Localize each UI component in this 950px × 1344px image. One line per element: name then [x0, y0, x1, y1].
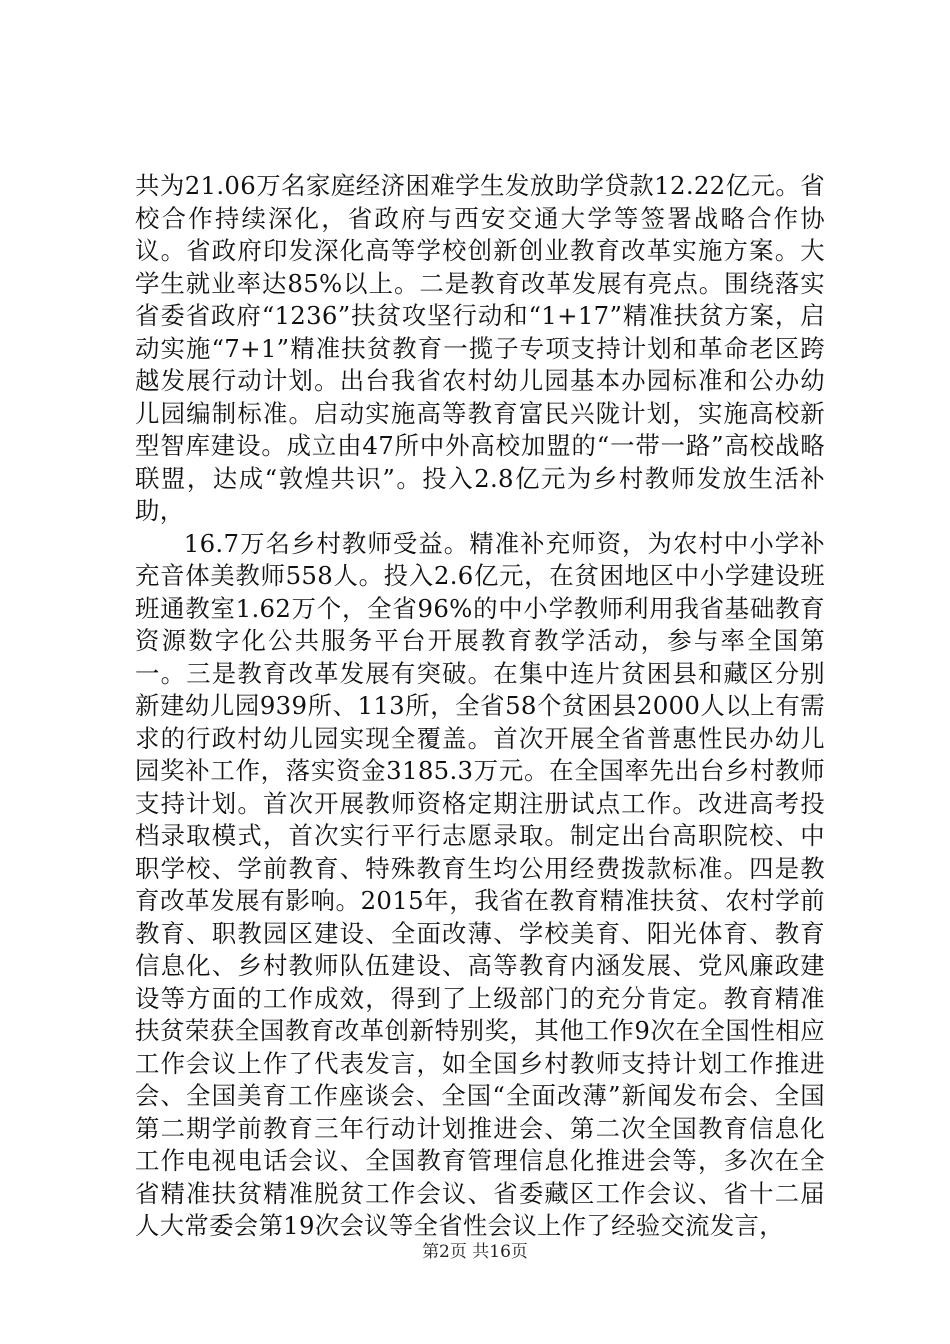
document-body: [135, 170, 825, 1243]
page-footer: 第2页 共16页: [422, 1242, 528, 1262]
paragraph-1: 共为21.06万名家庭经济困难学生发放助学贷款12.22亿元。省校合作持续深化，省政府与西安交通大学等签署战略合作协议。省政府印发深化高等学校创新创业教育改革实施方案。大学生就业率达85%以上。二是教育改革发展有亮点。围绕落实省委省政府“1236”扶贫攻坚行动和“1+17”精准扶贫方案，启动实施“7+1”精准扶贫教育一揽子专项支持计划和革命老区跨越发展行动计划。出台我省农村幼儿园基本办园标准和公办幼儿园编制标准。启动实施高等教育富民兴陇计划，实施高校新型智库建设。成立由47所中外高校加盟的“一带一路”高校战略联盟，达成“敦煌共识”。投入2.8亿元为乡村教师发放生活补助，: [135, 171, 825, 525]
paragraph-2: 16.7万名乡村教师受益。精准补充师资，为农村中小学补充音体美教师558人。投入2.6亿元，在贫困地区中小学建设班班通教室1.62万个，全省96%的中小学教师利用我省基础教育资源数字化公共服务平台开展教育教学活动，参与率全国第一。三是教育改革发展有突破。在集中连片贫困县和藏区分别新建幼儿园939所、113所，全省58个贫困县2000人以上有需求的行政村幼儿园实现全覆盖。首次开展全省普惠性民办幼儿园奖补工作，落实资金3185.3万元。在全国率先出台乡村教师支持计划。首次开展教师资格定期注册试点工作。改进高考投档录取模式，首次实行平行志愿录取。制定出台高职院校、中职学校、学前教育、特殊教育生均公用经费拨款标准。四是教育改革发展有影响。2015年，我省在教育精准扶贫、农村学前教育、职教园区建设、全面改薄、学校美育、阳光体育、教育信息化、乡村教师队伍建设、高等教育内涵发展、党风廉政建设等方面的工作成效，得到了上级部门的充分肯定。教育精准扶贫荣获全国教育改革创新特别奖，其他工作9次在全国性相应工作会议上作了代表发言，如全国乡村教师支持计划工作推进会、全国美育工作座谈会、全国“全面改薄”新闻发布会、全国第二期学前教育三年行动计划推进会、第二次全国教育信息化工作电视电话会议、全国教育管理信息化推进会等，多次在全省精准扶贫精准脱贫工作会议、省委藏区工作会议、省十二届人大常委会第19次会议等全省性会议上作了经验交流发言，: [135, 528, 825, 1240]
